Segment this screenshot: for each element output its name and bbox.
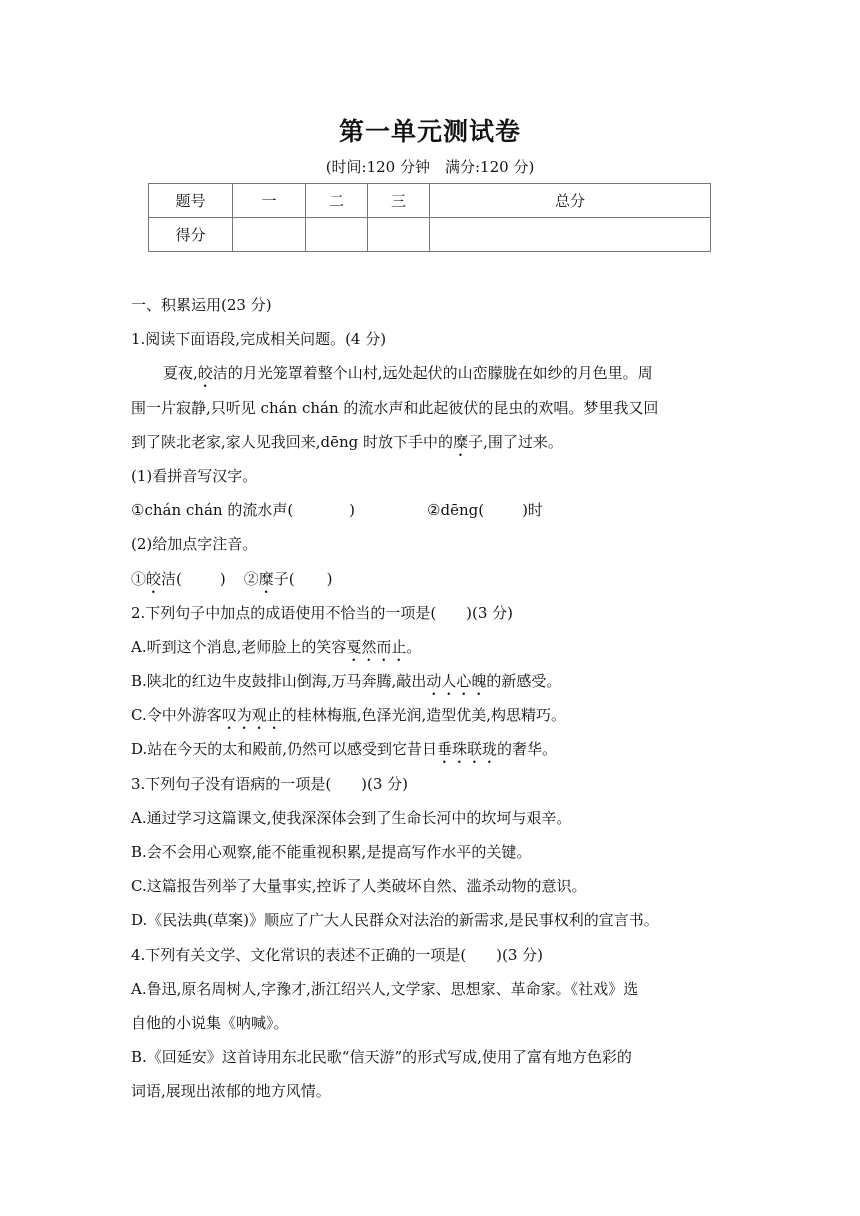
score-cell[interactable]	[233, 218, 306, 252]
dotted-idiom: 戛然而止	[346, 637, 407, 656]
table-cell: 题号	[149, 184, 233, 218]
table-cell: 一	[233, 184, 306, 218]
sub-question-blanks: ①chán chán 的流水声( ) ②dēng( )时	[131, 501, 543, 520]
dotted-char: 糜	[453, 432, 469, 451]
dotted-idiom: 动人心魄	[426, 672, 487, 691]
option-b: B.会不会用心观察,能不能重视积累,是提高写作水平的关键。	[131, 843, 532, 861]
option-d: D.站在今天的太和殿前,仍然可以感受到它昔日垂珠联珑的奢华。	[131, 740, 558, 759]
option-a: A.听到这个消息,老师脸上的笑容戛然而止。	[131, 637, 422, 656]
option-b: B.《回延安》这首诗用东北民歌“信天游”的形式写成,使用了富有地方色彩的	[131, 1048, 632, 1067]
passage-line: 围一片寂静,只听见 chán chán 的流水声和此起彼伏的昆虫的欢唱。梦里我又回	[131, 398, 659, 417]
table-cell: 得分	[149, 218, 233, 252]
option-c: C.这篇报告列举了大量事实,控诉了人类破坏自然、滥杀动物的意识。	[131, 877, 587, 896]
sub-question: (1)看拼音写汉字。	[131, 466, 258, 485]
dotted-char: 皎	[197, 364, 213, 383]
table-cell: 总分	[430, 184, 711, 218]
dotted-idiom: 垂珠联珑	[437, 740, 498, 759]
option-a-continued: 自他的小说集《呐喊》。	[131, 1013, 289, 1032]
question-2-stem: 2.下列句子中加点的成语使用不恰当的一项是( )(3 分)	[131, 603, 514, 622]
score-table	[148, 183, 711, 252]
dotted-char: 皎	[146, 569, 162, 588]
exam-body	[131, 288, 731, 1109]
sub-question: (2)给加点字注音。	[131, 535, 258, 554]
option-a: A.通过学习这篇课文,使我深深体会到了生命长河中的坎坷与艰辛。	[131, 808, 572, 827]
option-c: C.令中外游客叹为观止的桂林梅瓶,色泽光润,造型优美,构思精巧。	[131, 706, 567, 725]
question-4-stem: 4.下列有关文学、文化常识的表述不正确的一项是( )(3 分)	[131, 945, 544, 964]
passage-line: 夏夜,皎洁的月光笼罩着整个山村,远处起伏的山峦朦胧在如纱的月色里。周	[163, 364, 653, 383]
exam-info: (时间:120 分钟 满分:120 分)	[325, 158, 535, 176]
dotted-idiom: 叹为观止	[221, 706, 282, 725]
score-table-header-row	[149, 184, 711, 218]
score-table-score-row	[149, 218, 711, 252]
question-3-stem: 3.下列句子没有语病的一项是( )(3 分)	[131, 774, 409, 793]
score-cell[interactable]	[430, 218, 711, 252]
passage-line: 到了陕北老家,家人见我回来,dēng 时放下手中的糜子,围了过来。	[131, 432, 563, 451]
option-a: A.鲁迅,原名周树人,字豫才,浙江绍兴人,文学家、思想家、革命家。《社戏》选	[131, 979, 639, 998]
score-cell[interactable]	[306, 218, 368, 252]
sub-question-blanks: ①皎洁( ) ②糜子( )	[131, 569, 333, 588]
question-1-stem: 1.阅读下面语段,完成相关问题。(4 分)	[131, 330, 387, 349]
dotted-char: 糜	[258, 569, 274, 588]
option-b-continued: 词语,展现出浓郁的地方风情。	[131, 1082, 331, 1101]
table-cell: 二	[306, 184, 368, 218]
table-cell: 三	[368, 184, 430, 218]
option-b: B.陕北的红边牛皮鼓排山倒海,万马奔腾,敲出动人心魄的新感受。	[131, 672, 562, 691]
section-heading: 一、积累运用(23 分)	[131, 296, 272, 314]
score-cell[interactable]	[368, 218, 430, 252]
option-d: D.《民法典(草案)》顺应了广大人民群众对法治的新需求,是民事权利的宣言书。	[131, 911, 659, 930]
page-title: 第一单元测试卷	[338, 117, 521, 146]
